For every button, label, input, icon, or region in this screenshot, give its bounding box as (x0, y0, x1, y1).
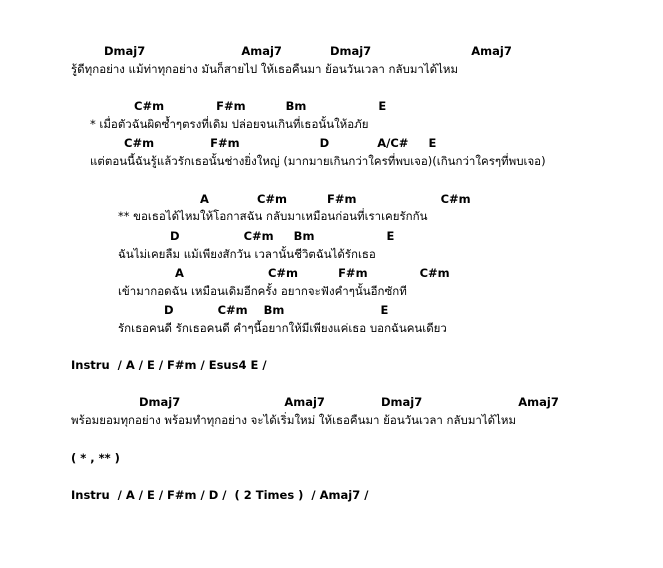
pre-chorus-line1-lyrics: * เมื่อตัวฉันผิดซ้ำๆตรงที่เดิม ปล่อยจนเกินที่เธอนั้นให้อภัย (90, 117, 369, 131)
chorus-line2-lyrics: ฉันไม่เคยลืม แม้เพียงสักวัน เวลานั้นชีวิตฉันได้รักเธอ (118, 247, 376, 261)
repeat-marker: ( * , ** ) (71, 451, 120, 465)
chorus-line3-chords: A C#m F#m C#m (175, 266, 450, 280)
verse2-chords: Dmaj7 Amaj7 Dmaj7 Amaj7 (139, 395, 559, 409)
chorus-line2-chords: D C#m Bm E (170, 229, 395, 243)
instrumental-2: Instru / A / E / F#m / D / ( 2 Times ) / Amaj7 / (71, 488, 369, 502)
instrumental-1: Instru / A / E / F#m / Esus4 E / (71, 358, 267, 372)
chorus-line1-lyrics: ** ขอเธอได้ไหมให้โอกาสฉัน กลับมาเหมือนก่อนที่เราเคยรักกัน (118, 209, 428, 223)
verse2-lyrics: พร้อมยอมทุกอย่าง พร้อมทำทุกอย่าง จะได้เริ่มใหม่ ให้เธอคืนมา ย้อนวันเวลา กลับมาได้ไหม (71, 413, 517, 427)
chorus-line4-chords: D C#m Bm E (164, 303, 389, 317)
pre-chorus-line2-lyrics: แต่ตอนนี้ฉันรู้แล้วรักเธอนั้นช่างยิ่งใหญ่ (มากมายเกินกว่าใครที่พบเจอ)(เกินกว่าใครๆที่พบเจอ) (90, 154, 546, 168)
pre-chorus-line2-chords: C#m F#m D A/C# E (124, 136, 437, 150)
pre-chorus-line1-chords: C#m F#m Bm E (134, 99, 387, 113)
verse1-chords: Dmaj7 Amaj7 Dmaj7 Amaj7 (104, 44, 512, 58)
chorus-line1-chords: A C#m F#m C#m (200, 192, 471, 206)
chorus-line3-lyrics: เข้ามากอดฉัน เหมือนเดิมอีกครั้ง อยากจะฟังคำๆนั้นอีกซักที (118, 284, 407, 298)
chorus-line4-lyrics: รักเธอคนดี รักเธอคนดี คำๆนี้อยากให้มีเพียงแค่เธอ บอกฉันคนเดียว (118, 321, 447, 335)
verse1-lyrics: รู้ดีทุกอย่าง แม้ท่าทุกอย่าง มันก็สายไป ให้เธอคืนมา ย้อนวันเวลา กลับมาได้ไหม (71, 62, 459, 76)
